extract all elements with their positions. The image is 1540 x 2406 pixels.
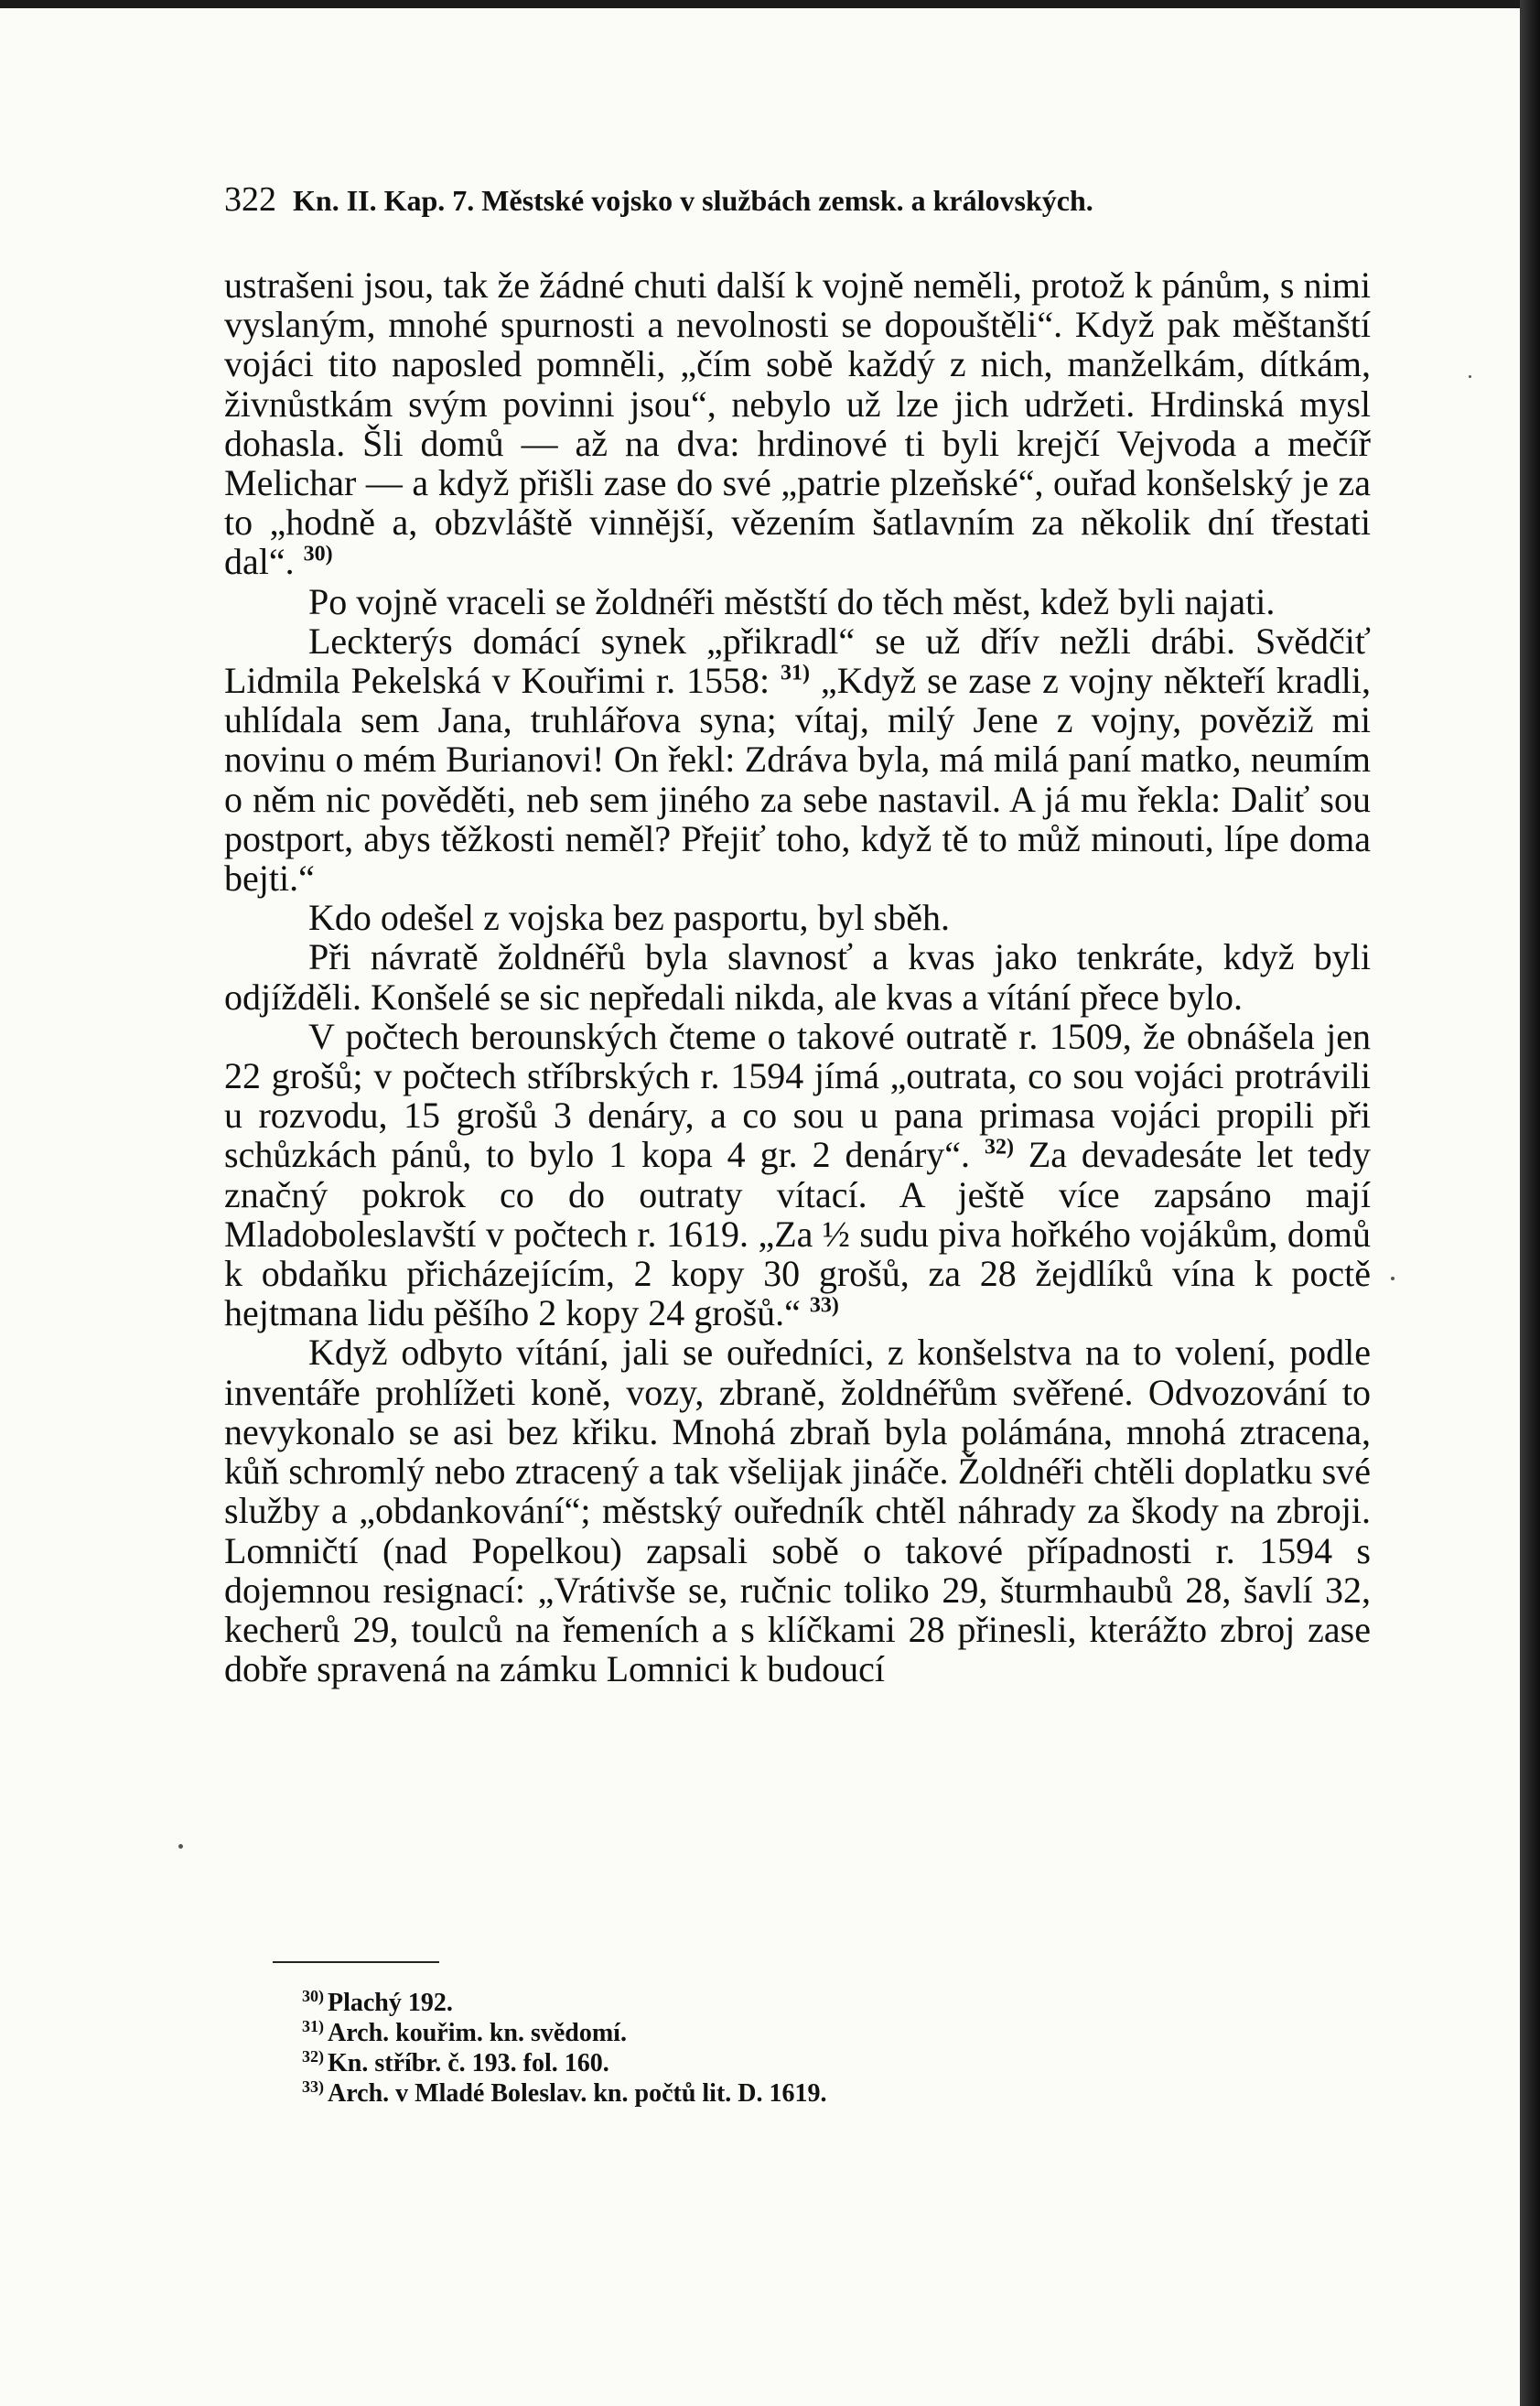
page-number: 322 [224, 180, 276, 219]
footnote-text: Arch. kouřim. kn. svědomí. [328, 2019, 627, 2047]
footnote-number: 31) [302, 2016, 324, 2035]
scan-speck [178, 1844, 183, 1849]
paragraph-text: „Když se zase z vojny někteří kradli, uhlídala sem Jana, truhlářova syna; vítaj, milý Jene z vojny, pověziž mi novinu o mém Burianovi! On řekl: Zdráva byla, má milá paní matko, neumím o něm nic pověděti, neb sem jiného za sebe nastavil. A já mu řekla: Daliť sou postport, abys těžkosti neměl? Přejiť toho, když tě to můž minouti, lípe doma bejti.“ [224, 660, 1371, 900]
paragraph-text: Za devadesáte let tedy značný pokrok co do outraty vítací. A ještě více zapsáno mají Mladoboleslavští v počtech r. 1619. „Za ½ sudu piva hořkého vojákům, domů k obdaňku přicházejícím, 2 kopy 30 grošů, za 28 žejdlíků vína k poctě hejtmana lidu pěšího 2 kopy 24 grošů.“ [224, 1134, 1372, 1334]
paragraph [224, 1332, 1371, 1689]
footnotes [302, 1988, 1125, 2109]
footnote [302, 2048, 1125, 2078]
paragraph [224, 1017, 1371, 1333]
paragraph-text: Kdo odešel z vojska bez pasportu, byl sběh. [308, 897, 950, 939]
paragraph [224, 898, 1371, 937]
running-title: Kn. II. Kap. 7. Městské vojsko v službách zemsk. a královských. [293, 184, 1093, 217]
paragraph-text: Leckterýs domácí synek „přikradl“ se už dřív nežli drábi. Svědčiť Lidmila Pekelská v Kouřimi r. 1558: [224, 620, 1371, 702]
scan-speck [1469, 375, 1471, 378]
footnote-reference: 31) [780, 661, 810, 685]
footnote-text: Kn. stříbr. č. 193. fol. 160. [328, 2049, 609, 2077]
scan-top-edge [0, 0, 1540, 8]
running-head [224, 179, 1368, 220]
paragraph [224, 265, 1371, 582]
paragraph-text: ustrašeni jsou, tak že žádné chuti další k vojně neměli, protož k pánům, s nimi vyslaným, mnohé spurnosti a nevolnosti se dopouštěli“. Když pak měštanští vojáci tito naposled pomněli, „čím sobě každý z nich, manželkám, dítkám, živnůstkám svým povinni jsou“, nebylo už lze jich udržeti. Hrdinská mysl dohasla. Šli domů — až na dva: hrdinové ti byli krejčí Vejvoda a mečíř Melichar — a když přišli zase do své „patrie plzeňské“, ouřad konšelský je za to „hodně a, obzvláště vinnější, vězením šatlavním za několik dní třestati dal“. [224, 264, 1371, 583]
footnote-number: 32) [302, 2046, 324, 2066]
footnote-reference: 32) [984, 1136, 1014, 1160]
footnote-rule [273, 1961, 439, 1963]
paragraph [224, 937, 1371, 1016]
body-text [224, 265, 1371, 1689]
paragraph-text: Při návratě žoldnéřů byla slavnosť a kvas jako tenkráte, když byli odjížděli. Konšelé se sic nepředali nikda, ale kvas a vítání přece bylo. [224, 936, 1371, 1018]
footnote [302, 1988, 1125, 2018]
footnote-number: 33) [302, 2077, 324, 2096]
paragraph [224, 621, 1371, 898]
footnote-number: 30) [302, 1986, 324, 2005]
scan-right-edge [1520, 0, 1540, 2406]
footnote-reference: 30) [303, 543, 333, 567]
scan-speck [1391, 1277, 1395, 1280]
footnote-reference: 33) [809, 1293, 839, 1318]
paragraph-text: Po vojně vraceli se žoldnéři městští do těch měst, kdež byli najati. [308, 580, 1276, 622]
footnote [302, 2078, 1125, 2109]
footnote-text: Arch. v Mladé Boleslav. kn. počtů lit. D. 1619. [328, 2079, 827, 2108]
footnote [302, 2018, 1125, 2048]
paragraph-text: V počtech berounských čteme o takové outratě r. 1509, že obnášela jen 22 grošů; v počtech stříbrských r. 1594 jímá „outrata, co sou vojáci protrávili u rozvodu, 15 grošů 3 denáry, a co sou u pana primasa vojáci propili při schůzkách pánů, to bylo 1 kopa 4 gr. 2 denáry“. [224, 1015, 1371, 1176]
footnote-text: Plachý 192. [328, 1989, 453, 2017]
paragraph [224, 582, 1371, 621]
paragraph-text: Když odbyto vítání, jali se ouředníci, z konšelstva na to volení, podle inventáře prohlížeti koně, vozy, zbraně, žoldnéřům svěřené. Odvozování to nevykonalo se asi bez křiku. Mnohá zbraň byla polámána, mnohá ztracena, kůň schromlý nebo ztracený a tak všelijak jináče. Žoldnéři chtěli doplatku své služby a „obdankování“; městský ouředník chtěl náhrady za škody na zbroji. Lomničtí (nad Popelkou) zapsali sobě o takové případnosti r. 1594 s dojemnou resignací: „Vrátivše se, ručnic toliko 29, šturmhaubů 28, šavlí 32, kecherů 29, toulců na řemeních a s klíčkami 28 přinesli, kterážto zbroj zase dobře spravená na zámku Lomnici k budoucí [224, 1332, 1371, 1690]
